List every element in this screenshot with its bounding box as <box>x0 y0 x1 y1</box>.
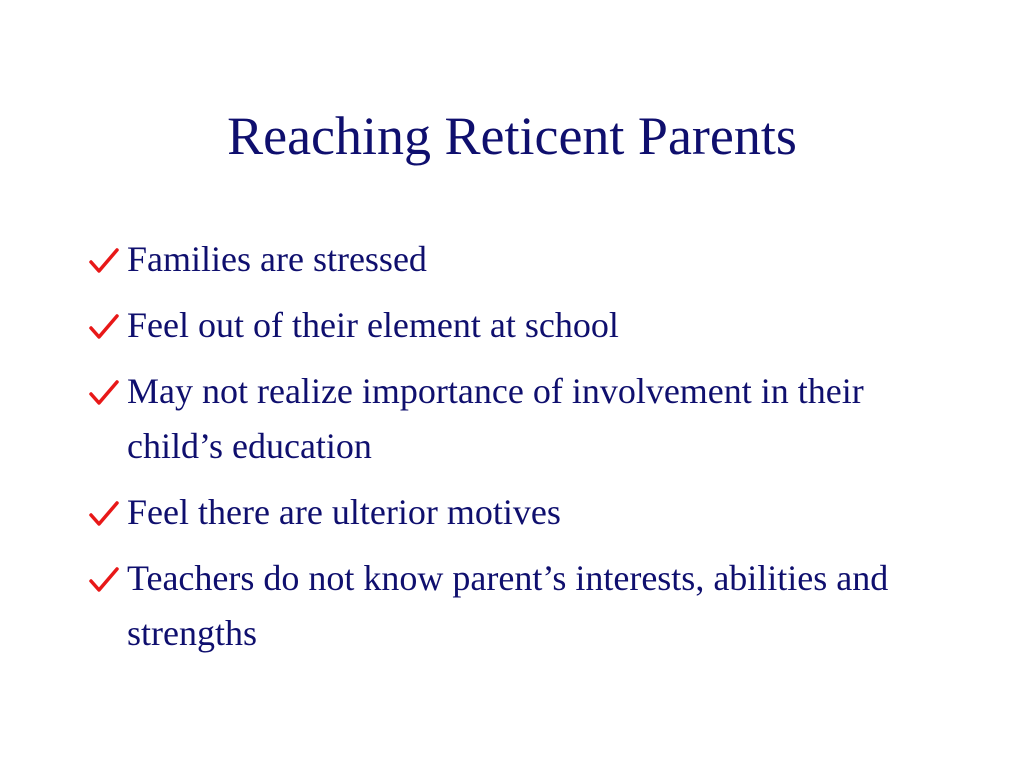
bullet-text: Teachers do not know parent’s interests, abilities and strengths <box>127 558 889 653</box>
bullet-text: Feel out of their element at school <box>127 305 619 345</box>
check-icon <box>88 312 120 342</box>
bullet-item-importance-involvement <box>88 364 968 474</box>
check-icon <box>88 378 120 408</box>
bullet-item-teachers-know <box>88 551 968 661</box>
bullet-text: Feel there are ulterior motives <box>127 492 561 532</box>
bullet-item-families-stressed <box>88 232 968 287</box>
check-icon <box>88 565 120 595</box>
bullet-text: May not realize importance of involvement in their child’s education <box>127 371 864 466</box>
bullet-item-ulterior-motives <box>88 485 968 540</box>
check-icon <box>88 499 120 529</box>
bullet-list <box>88 232 968 672</box>
bullet-item-out-of-element <box>88 298 968 353</box>
bullet-text: Families are stressed <box>127 239 427 279</box>
check-icon <box>88 246 120 276</box>
slide-title: Reaching Reticent Parents <box>227 106 797 166</box>
